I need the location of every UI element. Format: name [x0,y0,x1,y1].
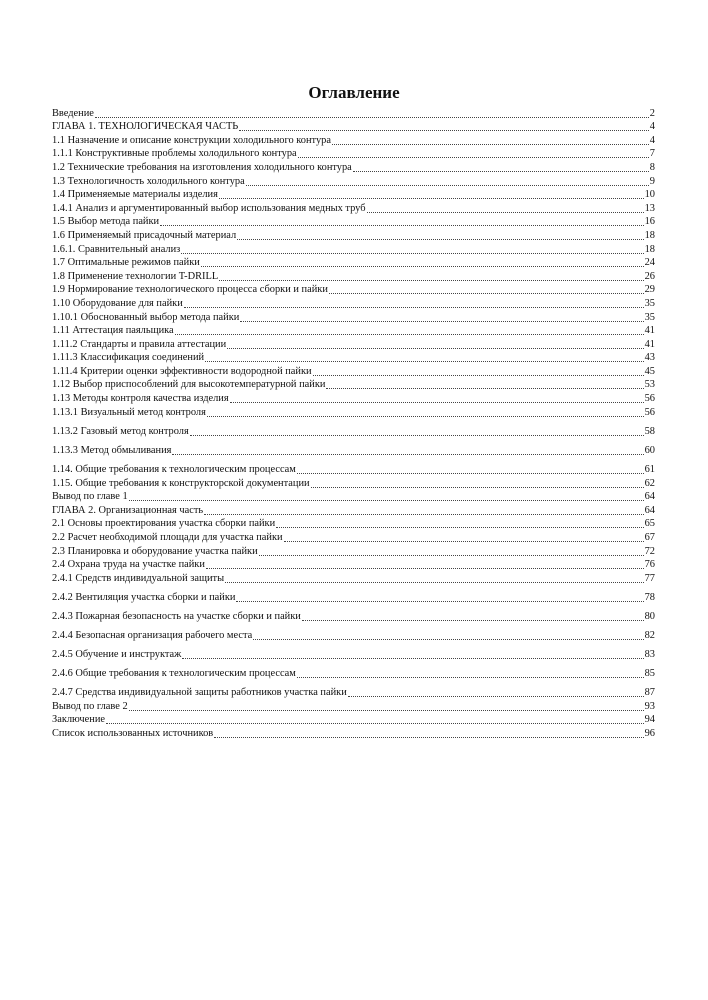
toc-entry-page: 77 [644,572,655,584]
toc-entry-page: 8 [649,161,655,173]
toc-entry[interactable] [52,517,655,531]
toc-leader-dots [311,487,644,488]
toc-entry-label: 1.6.1. Сравнительный анализ [52,243,181,255]
toc-leader-dots [227,348,643,349]
toc-leader-dots [236,601,643,602]
toc-entry-label: 2.4.1 Средств индивидуальной защиты [52,572,225,584]
toc-entry-label: 1.4 Применяемые материалы изделия [52,189,218,201]
toc-entry[interactable] [52,324,655,338]
toc-entry-label: 2.4.3 Пожарная безопасность на участке сборки и пайки [52,610,301,622]
toc-entry-label: 1.13.3 Метод обмыливания [52,444,172,456]
toc-leader-dots [219,198,644,199]
toc-entry[interactable] [52,378,655,392]
toc-entry-label: 1.1.1 Конструктивные проблемы холодильного контура [52,148,297,160]
toc-leader-dots [259,555,644,556]
toc-entry-label: Вывод по главе 1 [52,491,128,503]
toc-entry-page: 35 [644,297,655,309]
toc-entry-page: 43 [644,352,655,364]
toc-entry-page: 58 [644,425,655,437]
toc-leader-dots [129,710,644,711]
toc-entry-page: 56 [644,393,655,405]
toc-leader-dots [284,541,644,542]
toc-entry[interactable] [52,364,655,378]
toc-entry[interactable] [52,628,655,642]
toc-entry-page: 93 [644,700,655,712]
toc-leader-dots [95,117,649,118]
toc-entry-label: Вывод по главе 2 [52,700,128,712]
toc-entry-label: 1.5 Выбор метода пайки [52,216,160,228]
toc-entry-page: 35 [644,311,655,323]
toc-entry-page: 10 [644,189,655,201]
toc-entry[interactable] [52,228,655,242]
toc-entry-label: 1.10 Оборудование для пайки [52,297,183,309]
toc-entry[interactable] [52,201,655,215]
toc-entry-page: 4 [649,134,655,146]
toc-leader-dots [313,375,644,376]
toc-leader-dots [214,737,643,738]
toc-entry[interactable] [52,147,655,161]
toc-leader-dots [302,620,644,621]
toc-leader-dots [204,514,644,515]
toc-entry[interactable] [52,188,655,202]
toc-entry-label: 1.11.3 Классификация соединений [52,352,205,364]
toc-leader-dots [206,568,644,569]
toc-leader-dots [184,307,644,308]
toc-entry-page: 62 [644,477,655,489]
toc-leader-dots [225,582,644,583]
toc-entry-page: 87 [644,687,655,699]
toc-entry-label: 1.15. Общие требования к конструкторской документации [52,477,310,489]
toc-entry-label: 2.4.7 Средства индивидуальной защиты работников участка пайки [52,687,347,699]
toc-leader-dots [348,696,644,697]
toc-leader-dots [205,361,644,362]
toc-entry[interactable] [52,699,655,713]
toc-entry-label: 1.11.4 Критерии оценки эффективности водородной пайки [52,365,312,377]
toc-entry-label: 1.11 Аттестация паяльщика [52,325,174,337]
toc-leader-dots [182,658,643,659]
toc-entry-label: 1.13.2 Газовый метод контроля [52,425,189,437]
toc-entry-page: 64 [644,504,655,516]
toc-entry-page: 64 [644,491,655,503]
toc-entry-label: Заключение [52,714,105,726]
toc-entry-label: 1.13 Методы контроля качества изделия [52,393,229,405]
toc-entry-label: 1.11.2 Стандарты и правила аттестации [52,338,227,350]
toc-entry-label: 1.13.1 Визуальный метод контроля [52,406,206,418]
toc-leader-dots [190,435,644,436]
table-of-contents [52,106,655,740]
toc-leader-dots [253,639,643,640]
toc-leader-dots [298,157,649,158]
toc-entry-page: 85 [644,668,655,680]
toc-entry-label: 2.3 Планировка и оборудование участка пайки [52,545,258,557]
toc-leader-dots [353,171,649,172]
toc-entry[interactable] [52,405,655,419]
toc-entry-label: 2.1 Основы проектирования участка сборки пайки [52,518,276,530]
toc-leader-dots [106,723,644,724]
toc-entry[interactable] [52,476,655,490]
toc-entry-label: 1.10.1 Обоснованный выбор метода пайки [52,311,240,323]
toc-entry-label: 1.4.1 Анализ и аргументированный выбор использования медных труб [52,202,366,214]
toc-entry-page: 67 [644,531,655,543]
toc-entry-page: 24 [644,257,655,269]
toc-entry-label: 1.2 Технические требования на изготовления холодильного контура [52,161,352,173]
toc-entry-label: 2.4.5 Обучение и инструктаж [52,649,182,661]
toc-entry[interactable] [52,590,655,604]
toc-leader-dots [207,416,644,417]
toc-entry[interactable] [52,443,655,457]
toc-entry[interactable] [52,160,655,174]
toc-entry[interactable] [52,503,655,517]
toc-entry-label: 1.3 Технологичность холодильного контура [52,175,245,187]
toc-entry-page: 4 [649,121,655,133]
toc-entry-page: 78 [644,591,655,603]
toc-entry-page: 9 [649,175,655,187]
toc-entry[interactable] [52,351,655,365]
toc-entry[interactable] [52,667,655,681]
toc-entry-page: 61 [644,463,655,475]
toc-entry[interactable] [52,544,655,558]
toc-entry-label: 1.7 Оптимальные режимов пайки [52,257,200,269]
toc-entry-page: 94 [644,714,655,726]
toc-entry-label: 1.9 Нормирование технологического процесса сборки и пайки [52,284,328,296]
toc-entry-label: 2.4.6 Общие требования к технологическим процессам [52,668,296,680]
toc-entry[interactable] [52,530,655,544]
toc-entry[interactable] [52,558,655,572]
toc-entry[interactable] [52,215,655,229]
toc-leader-dots [367,212,644,213]
toc-entry-page: 53 [644,379,655,391]
toc-leader-dots [239,130,649,131]
toc-entry-page: 41 [644,338,655,350]
toc-leader-dots [201,266,644,267]
toc-entry[interactable] [52,713,655,727]
toc-entry-page: 96 [644,728,655,740]
toc-leader-dots [332,144,649,145]
toc-leader-dots [129,500,644,501]
toc-leader-dots [175,334,644,335]
toc-entry-page: 45 [644,365,655,377]
toc-entry-page: 60 [644,444,655,456]
toc-entry-label: 1.1 Назначение и описание конструкции холодильного контура [52,134,331,146]
toc-entry[interactable] [52,391,655,405]
toc-entry-page: 18 [644,243,655,255]
toc-leader-dots [297,677,644,678]
toc-entry[interactable] [52,462,655,476]
toc-entry-page: 13 [644,202,655,214]
toc-entry-label: ГЛАВА 1. ТЕХНОЛОГИЧЕСКАЯ ЧАСТЬ [52,121,239,133]
toc-entry-page: 41 [644,325,655,337]
toc-leader-dots [326,388,643,389]
toc-entry-page: 72 [644,545,655,557]
toc-leader-dots [240,321,643,322]
toc-entry[interactable] [52,424,655,438]
toc-entry-label: 2.4.2 Вентиляция участка сборки и пайки [52,591,236,603]
toc-entry[interactable] [52,256,655,270]
toc-entry-page: 26 [644,270,655,282]
toc-entry[interactable] [52,490,655,504]
toc-entry-label: 2.4.4 Безопасная организация рабочего места [52,629,253,641]
toc-leader-dots [237,239,643,240]
toc-entry-page: 56 [644,406,655,418]
toc-entry-label: 2.4 Охрана труда на участке пайки [52,559,205,571]
toc-entry-label: 1.14. Общие требования к технологическим процессам [52,463,296,475]
toc-entry[interactable] [52,242,655,256]
toc-entry[interactable] [52,269,655,283]
toc-entry[interactable] [52,647,655,661]
toc-entry-page: 82 [644,629,655,641]
toc-entry-page: 80 [644,610,655,622]
toc-entry-label: 2.2 Расчет необходимой площади для участка пайки [52,531,283,543]
toc-entry[interactable] [52,283,655,297]
toc-leader-dots [219,280,643,281]
page-title: Оглавление [308,83,400,102]
toc-entry-label: 1.8 Применение технологии T-DRILL [52,270,219,282]
toc-entry[interactable] [52,726,655,740]
toc-leader-dots [276,527,643,528]
toc-entry[interactable] [52,133,655,147]
toc-leader-dots [329,293,644,294]
toc-leader-dots [230,402,644,403]
toc-entry-label: 1.12 Выбор приспособлений для высокотемпературной пайки [52,379,326,391]
toc-entry-page: 7 [649,148,655,160]
toc-leader-dots [181,253,643,254]
toc-leader-dots [172,454,643,455]
toc-entry-page: 18 [644,229,655,241]
toc-entry[interactable] [52,296,655,310]
toc-entry[interactable] [52,106,655,120]
toc-entry[interactable] [52,571,655,585]
toc-entry-label: ГЛАВА 2. Организационная часть [52,504,204,516]
toc-entry-label: 1.6 Применяемый присадочный материал [52,229,237,241]
toc-entry-page: 2 [649,107,655,119]
toc-entry[interactable] [52,174,655,188]
toc-leader-dots [246,185,649,186]
toc-entry-page: 65 [644,518,655,530]
toc-entry-label: Введение [52,107,94,119]
toc-entry-page: 16 [644,216,655,228]
toc-entry[interactable] [52,609,655,623]
toc-entry-label: Список использованных источников [52,728,214,740]
toc-entry-page: 76 [644,559,655,571]
toc-entry[interactable] [52,337,655,351]
toc-leader-dots [297,473,644,474]
toc-entry[interactable] [52,686,655,700]
toc-entry[interactable] [52,310,655,324]
toc-entry-page: 29 [644,284,655,296]
toc-entry[interactable] [52,120,655,134]
toc-entry-page: 83 [644,649,655,661]
toc-leader-dots [160,225,644,226]
